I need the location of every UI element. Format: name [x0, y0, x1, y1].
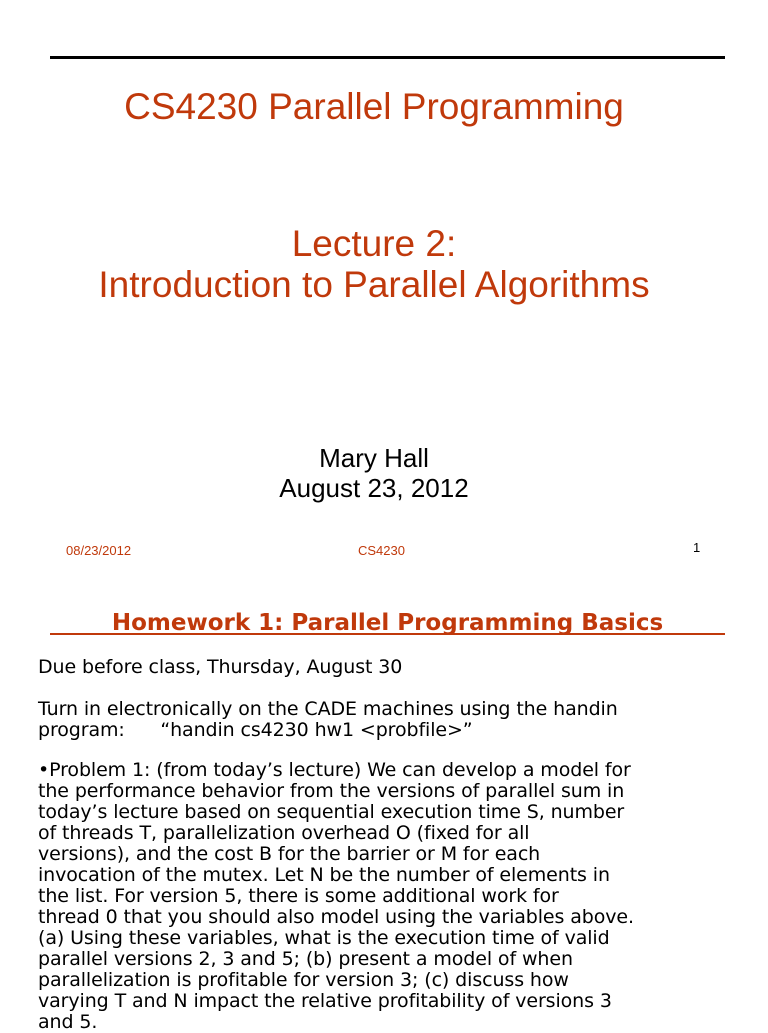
problem-line: of threads T, parallelization overhead O (fixed for all	[38, 822, 530, 844]
lecture-topic: Introduction to Parallel Algorithms	[98, 264, 650, 305]
problem-line: thread 0 that you should also model using the variables above.	[38, 906, 634, 928]
problem-line: parallelization is profitable for version 3; (c) discuss how	[38, 969, 569, 991]
problem-line: varying T and N impact the relative profitability of versions 3	[38, 990, 612, 1012]
course-title: CS4230 Parallel Programming	[124, 86, 624, 127]
author-block	[0, 443, 748, 503]
problem-line: and 5.	[38, 1011, 98, 1033]
problem-line: •Problem 1: (from today’s lecture) We can develop a model for	[38, 759, 631, 781]
due-date-text: Due before class, Thursday, August 30	[38, 656, 403, 678]
page-number: 1	[693, 540, 701, 555]
problem-line: (a) Using these variables, what is the execution time of valid	[38, 927, 610, 949]
author-name: Mary Hall	[319, 443, 429, 473]
lecture-title	[0, 223, 748, 305]
turnin-line: Turn in electronically on the CADE machines using the handin	[38, 698, 618, 720]
problem-line: the performance behavior from the versions of parallel sum in	[38, 780, 625, 802]
lecture-date: August 23, 2012	[279, 473, 469, 503]
homework-title: Homework 1: Parallel Programming Basics	[111, 610, 664, 636]
lecture-number: Lecture 2:	[291, 223, 457, 264]
problem-line: invocation of the mutex. Let N be the number of elements in	[38, 864, 610, 886]
problem-1-text	[38, 760, 758, 1033]
footer-course: CS4230	[358, 543, 405, 558]
footer-date: 08/23/2012	[66, 543, 132, 558]
turnin-instructions	[38, 699, 758, 741]
homework-title-block	[50, 608, 725, 638]
turnin-line: program: “handin cs4230 hw1 <probfile>”	[38, 719, 473, 741]
problem-line: today’s lecture based on sequential execution time S, number	[38, 801, 625, 823]
top-rule	[50, 56, 725, 59]
problem-line: versions), and the cost B for the barrier or M for each	[38, 843, 541, 865]
problem-line: parallel versions 2, 3 and 5; (b) present a model of when	[38, 948, 573, 970]
problem-line: the list. For version 5, there is some additional work for	[38, 885, 559, 907]
